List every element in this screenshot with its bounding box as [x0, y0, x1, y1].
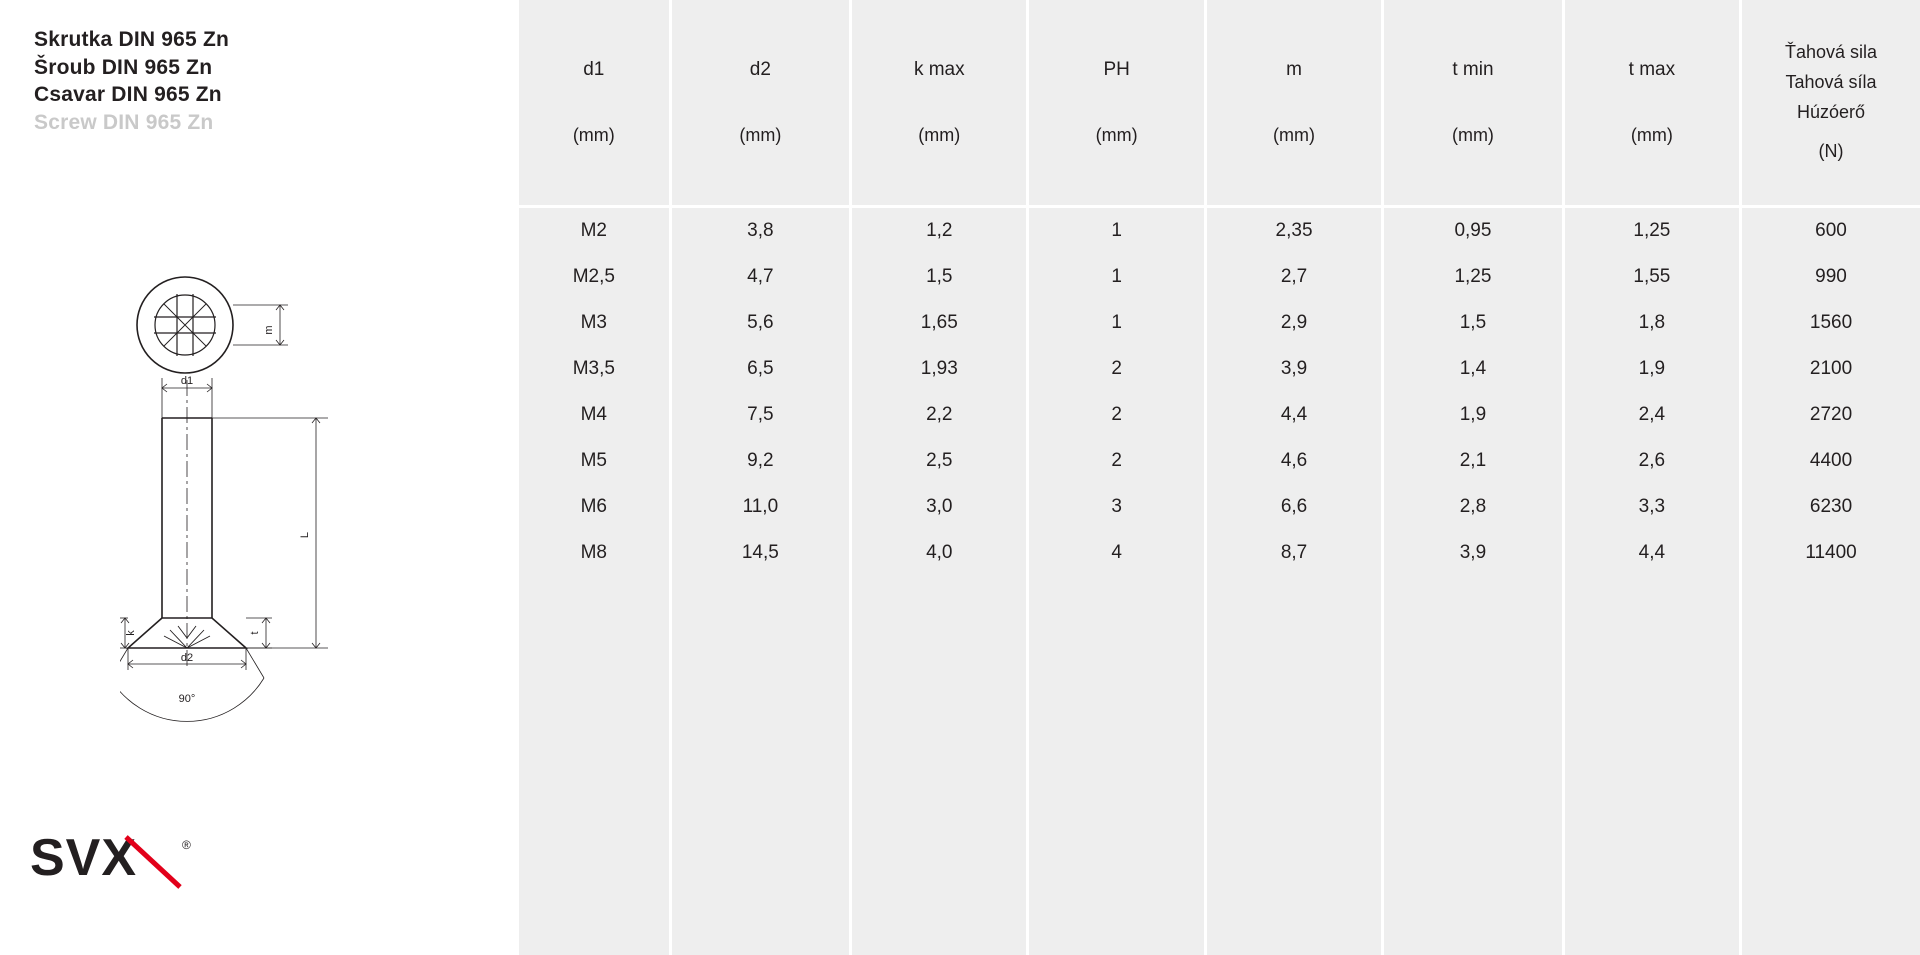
dim-label-d2: d2 — [180, 652, 194, 664]
cell-kmax: 1,2 — [851, 207, 1028, 255]
cell-tmin: 1,5 — [1383, 300, 1563, 346]
cell-force: 11400 — [1741, 530, 1920, 576]
col-name-tmin: t min — [1452, 58, 1494, 80]
cell-force: 2720 — [1741, 392, 1920, 438]
cell-tmax: 2,6 — [1563, 438, 1740, 484]
cell-m: 3,9 — [1205, 346, 1382, 392]
cell-d1: M8 — [518, 530, 671, 576]
filler-cell — [1205, 576, 1382, 955]
cell-m: 2,35 — [1205, 207, 1382, 255]
col-header-tmin — [1383, 0, 1563, 207]
col-unit-m: (mm) — [1273, 125, 1316, 146]
cell-d2: 14,5 — [670, 530, 850, 576]
cell-kmax: 2,5 — [851, 438, 1028, 484]
col-header-tmax — [1563, 0, 1740, 207]
table-row — [518, 254, 1920, 300]
cell-tmax: 1,55 — [1563, 254, 1740, 300]
svg-text:k: k — [125, 630, 137, 636]
filler-cell — [1563, 576, 1740, 955]
cell-force: 2100 — [1741, 346, 1920, 392]
table-row — [518, 530, 1920, 576]
cell-m: 2,9 — [1205, 300, 1382, 346]
cell-ph: 2 — [1028, 346, 1205, 392]
cell-m: 8,7 — [1205, 530, 1382, 576]
cell-d1: M3 — [518, 300, 671, 346]
cell-kmax: 4,0 — [851, 530, 1028, 576]
table-row — [518, 438, 1920, 484]
product-title-hu: Csavar DIN 965 Zn — [34, 83, 222, 107]
table-filler-row — [518, 576, 1920, 955]
cell-tmin: 3,9 — [1383, 530, 1563, 576]
cell-tmax: 1,25 — [1563, 207, 1740, 255]
cell-tmin: 1,25 — [1383, 254, 1563, 300]
col-header-force — [1741, 0, 1920, 207]
product-title-block — [34, 26, 516, 137]
dim-label-L: L — [299, 531, 311, 539]
cell-d1: M2,5 — [518, 254, 671, 300]
cell-d1: M6 — [518, 484, 671, 530]
col-name-d2: d2 — [749, 58, 771, 80]
cell-tmin: 0,95 — [1383, 207, 1563, 255]
spec-table-container — [516, 0, 1920, 955]
svx-logo-svg — [30, 825, 230, 895]
product-title-sk: Skrutka DIN 965 Zn — [34, 28, 229, 51]
cell-d2: 9,2 — [670, 438, 850, 484]
cell-m: 6,6 — [1205, 484, 1382, 530]
dim-label-m: m — [263, 325, 275, 335]
col-name-force-cs: Tahová síla — [1785, 71, 1877, 92]
col-unit-d1: (mm) — [572, 125, 615, 146]
col-unit-tmin: (mm) — [1451, 125, 1494, 146]
filler-cell — [1028, 576, 1205, 955]
col-header-d2 — [670, 0, 850, 207]
cell-m: 4,6 — [1205, 438, 1382, 484]
cell-d1: M5 — [518, 438, 671, 484]
cell-d1: M4 — [518, 392, 671, 438]
col-unit-d2: (mm) — [739, 125, 782, 146]
cell-tmax: 2,4 — [1563, 392, 1740, 438]
cell-kmax: 1,65 — [851, 300, 1028, 346]
brand-logo — [30, 825, 230, 895]
cell-ph: 2 — [1028, 438, 1205, 484]
table-row — [518, 300, 1920, 346]
col-header-kmax — [851, 0, 1028, 207]
table-row — [518, 346, 1920, 392]
col-name-tmax: t max — [1628, 58, 1676, 80]
cell-d2: 6,5 — [670, 346, 850, 392]
dim-label-d1: d1 — [180, 375, 194, 387]
col-unit-kmax: (mm) — [918, 125, 961, 146]
cell-force: 6230 — [1741, 484, 1920, 530]
cell-tmin: 2,1 — [1383, 438, 1563, 484]
cell-d2: 3,8 — [670, 207, 850, 255]
cell-force: 4400 — [1741, 438, 1920, 484]
filler-cell — [670, 576, 850, 955]
cell-tmin: 1,9 — [1383, 392, 1563, 438]
cell-kmax: 3,0 — [851, 484, 1028, 530]
cell-ph: 1 — [1028, 207, 1205, 255]
cell-tmin: 1,4 — [1383, 346, 1563, 392]
cell-kmax: 1,5 — [851, 254, 1028, 300]
spec-table-head — [518, 0, 1920, 207]
cell-d2: 11,0 — [670, 484, 850, 530]
col-name-force-sk: Ťahová sila — [1785, 41, 1878, 62]
cell-d1: M2 — [518, 207, 671, 255]
header-row — [518, 0, 1920, 207]
cell-force: 600 — [1741, 207, 1920, 255]
product-title-en: Screw DIN 965 Zn — [34, 111, 214, 135]
cell-tmax: 3,3 — [1563, 484, 1740, 530]
screw-drawing-svg — [120, 270, 450, 790]
filler-cell — [1741, 576, 1920, 955]
cell-ph: 1 — [1028, 254, 1205, 300]
col-header-m — [1205, 0, 1382, 207]
table-row — [518, 392, 1920, 438]
col-name-ph: PH — [1103, 58, 1130, 80]
col-name-kmax: k max — [913, 58, 965, 80]
filler-cell — [851, 576, 1028, 955]
col-unit-force: (N) — [1818, 141, 1844, 162]
filler-cell — [1383, 576, 1563, 955]
cell-ph: 3 — [1028, 484, 1205, 530]
col-unit-tmax: (mm) — [1630, 125, 1673, 146]
col-header-d1 — [518, 0, 671, 207]
cell-kmax: 2,2 — [851, 392, 1028, 438]
col-header-ph — [1028, 0, 1205, 207]
cell-tmin: 2,8 — [1383, 484, 1563, 530]
cell-d2: 4,7 — [670, 254, 850, 300]
cell-m: 4,4 — [1205, 392, 1382, 438]
col-name-force-hu: Húzóerő — [1797, 101, 1866, 122]
cell-ph: 4 — [1028, 530, 1205, 576]
col-name-d1: d1 — [583, 58, 605, 80]
spec-table-body — [518, 207, 1920, 955]
cell-force: 1560 — [1741, 300, 1920, 346]
spec-table — [516, 0, 1920, 955]
table-row — [518, 207, 1920, 255]
cell-m: 2,7 — [1205, 254, 1382, 300]
cell-force: 990 — [1741, 254, 1920, 300]
technical-drawing — [120, 270, 450, 790]
col-unit-ph: (mm) — [1095, 125, 1138, 146]
cell-tmax: 1,9 — [1563, 346, 1740, 392]
filler-cell — [518, 576, 671, 955]
cell-ph: 2 — [1028, 392, 1205, 438]
table-row — [518, 484, 1920, 530]
cell-d1: M3,5 — [518, 346, 671, 392]
dim-label-angle: 90° — [178, 693, 196, 705]
product-title-cs: Šroub DIN 965 Zn — [34, 55, 213, 79]
logo-registered-mark: ® — [182, 838, 191, 852]
cell-d2: 5,6 — [670, 300, 850, 346]
logo-wordmark: SVX — [30, 829, 138, 887]
cell-tmax: 4,4 — [1563, 530, 1740, 576]
cell-ph: 1 — [1028, 300, 1205, 346]
product-info-panel — [0, 0, 516, 955]
cell-kmax: 1,93 — [851, 346, 1028, 392]
col-name-m: m — [1286, 58, 1302, 80]
cell-tmax: 1,8 — [1563, 300, 1740, 346]
cell-d2: 7,5 — [670, 392, 850, 438]
svg-text:t: t — [249, 631, 261, 635]
